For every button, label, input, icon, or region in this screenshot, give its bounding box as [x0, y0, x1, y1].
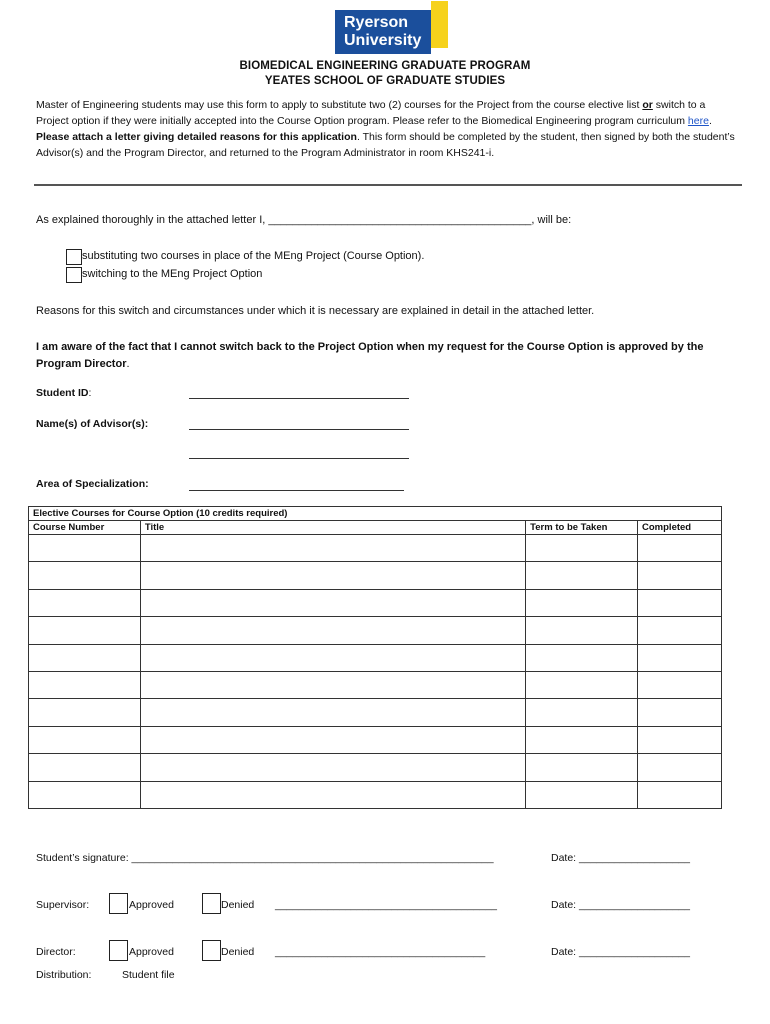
- director-label: Director:: [36, 946, 76, 958]
- cell-course-number[interactable]: [29, 562, 141, 589]
- student-id-colon: :: [88, 387, 92, 399]
- cell-title[interactable]: [140, 754, 525, 781]
- cell-title[interactable]: [140, 589, 525, 616]
- awareness-statement: [36, 339, 741, 373]
- logo-line-1: Ryerson: [344, 14, 409, 31]
- cell-term[interactable]: [526, 671, 638, 698]
- cell-title[interactable]: [140, 781, 525, 808]
- intro-text-1: Master of Engineering students may use this form to apply to substitute two (2) courses for the Project from the course elective list: [36, 99, 640, 111]
- student-id-field[interactable]: [189, 398, 409, 399]
- intro-paragraph: [36, 97, 736, 161]
- specialization-field[interactable]: [189, 490, 404, 491]
- cell-course-number[interactable]: [29, 699, 141, 726]
- table-row: [29, 535, 722, 562]
- cell-term[interactable]: [526, 781, 638, 808]
- awareness-text: I am aware of the fact that I cannot switch back to the Project Option when my request for the Course Option is approved by the Program Director: [36, 341, 704, 370]
- project-option-label: switching to the MEng Project Option: [82, 268, 263, 280]
- col-course-number: Course Number: [29, 521, 141, 535]
- advisors-label: Name(s) of Advisor(s):: [36, 418, 149, 430]
- supervisor-date-field[interactable]: Date: ___________________: [551, 899, 690, 911]
- col-title: Title: [140, 521, 525, 535]
- cell-completed[interactable]: [638, 699, 722, 726]
- cell-completed[interactable]: [638, 781, 722, 808]
- director-denied-checkbox[interactable]: [202, 940, 221, 961]
- distribution-label: Distribution:: [36, 969, 92, 981]
- cell-completed[interactable]: [638, 671, 722, 698]
- elective-courses-table: [28, 506, 722, 809]
- col-completed: Completed: [638, 521, 722, 535]
- table-row: [29, 754, 722, 781]
- cell-completed[interactable]: [638, 589, 722, 616]
- specialization-label: Area of Specialization:: [36, 478, 149, 490]
- supervisor-denied-checkbox[interactable]: [202, 893, 221, 914]
- project-option-checkbox[interactable]: [66, 267, 82, 283]
- table-row: [29, 644, 722, 671]
- cell-title[interactable]: [140, 644, 525, 671]
- cell-term[interactable]: [526, 644, 638, 671]
- course-option-label: substituting two courses in place of the MEng Project (Course Option).: [82, 250, 425, 262]
- intro-bold: Please attach a letter giving detailed reasons for this application: [36, 131, 357, 143]
- table-header-row: [29, 521, 722, 535]
- intro-or: or: [642, 99, 653, 111]
- cell-title[interactable]: [140, 699, 525, 726]
- student-id-text: Student ID: [36, 387, 89, 399]
- intro-text-4: . This form should be completed by the student, then signed by both the student’s Advisor(s) and the Program Director, and returned to the Program Administrator in room KHS241-i.: [36, 131, 735, 159]
- distribution-value: Student file: [122, 969, 175, 981]
- director-approved-checkbox[interactable]: [109, 940, 128, 961]
- table-row: [29, 589, 722, 616]
- student-date-field[interactable]: Date: ___________________: [551, 852, 690, 864]
- cell-term[interactable]: [526, 754, 638, 781]
- intro-text-3: .: [708, 115, 712, 127]
- cell-completed[interactable]: [638, 535, 722, 562]
- supervisor-approved-checkbox[interactable]: [109, 893, 128, 914]
- supervisor-approved-label: Approved: [129, 899, 174, 911]
- director-denied-label: Denied: [221, 946, 255, 958]
- student-signature-field[interactable]: Student’s signature: ______________________________________________________________: [36, 852, 494, 864]
- supervisor-label: Supervisor:: [36, 899, 90, 911]
- student-id-label: [36, 387, 91, 399]
- statement-text[interactable]: As explained thoroughly in the attached letter I, ___________________________________________, will be:: [36, 214, 572, 226]
- col-term: Term to be Taken: [526, 521, 638, 535]
- advisor-field-1[interactable]: [189, 429, 409, 430]
- cell-course-number[interactable]: [29, 644, 141, 671]
- course-option-checkbox[interactable]: [66, 249, 82, 265]
- cell-title[interactable]: [140, 671, 525, 698]
- cell-title[interactable]: [140, 562, 525, 589]
- divider: [34, 184, 742, 186]
- cell-completed[interactable]: [638, 754, 722, 781]
- director-approved-label: Approved: [129, 946, 174, 958]
- cell-completed[interactable]: [638, 617, 722, 644]
- logo-accent-bar: [431, 1, 448, 48]
- cell-term[interactable]: [526, 726, 638, 753]
- program-title: BIOMEDICAL ENGINEERING GRADUATE PROGRAM: [239, 60, 531, 72]
- cell-term[interactable]: [526, 562, 638, 589]
- cell-title[interactable]: [140, 726, 525, 753]
- cell-title[interactable]: [140, 617, 525, 644]
- table-caption: Elective Courses for Course Option (10 credits required): [29, 507, 722, 521]
- supervisor-signature-field[interactable]: ______________________________________: [275, 899, 497, 911]
- table-row: [29, 699, 722, 726]
- table-row: [29, 781, 722, 808]
- cell-term[interactable]: [526, 535, 638, 562]
- intro-text-2: switch to a Project option if they were initially accepted into the Course Option program. Please refer to the Biomedical Engineering program curriculum: [36, 99, 706, 127]
- table-row: [29, 562, 722, 589]
- cell-course-number[interactable]: [29, 671, 141, 698]
- table-caption-row: [29, 507, 722, 521]
- curriculum-link[interactable]: here: [687, 115, 709, 127]
- school-title: YEATES SCHOOL OF GRADUATE STUDIES: [264, 75, 506, 87]
- table-row: [29, 671, 722, 698]
- logo-line-2: University: [344, 32, 422, 49]
- advisor-field-2[interactable]: [189, 458, 409, 459]
- table-row: [29, 726, 722, 753]
- cell-title[interactable]: [140, 535, 525, 562]
- awareness-period: .: [126, 358, 130, 370]
- cell-term[interactable]: [526, 617, 638, 644]
- cell-course-number[interactable]: [29, 754, 141, 781]
- cell-term[interactable]: [526, 589, 638, 616]
- director-date-field[interactable]: Date: ___________________: [551, 946, 690, 958]
- cell-course-number[interactable]: [29, 617, 141, 644]
- director-signature-field[interactable]: ____________________________________: [275, 946, 486, 958]
- cell-course-number[interactable]: [29, 726, 141, 753]
- reasons-text: Reasons for this switch and circumstances under which it is necessary are explained in detail in the attached letter.: [36, 305, 595, 317]
- cell-completed[interactable]: [638, 726, 722, 753]
- cell-course-number[interactable]: [29, 781, 141, 808]
- cell-completed[interactable]: [638, 644, 722, 671]
- university-logo: [335, 10, 431, 54]
- cell-completed[interactable]: [638, 562, 722, 589]
- supervisor-denied-label: Denied: [221, 899, 255, 911]
- cell-course-number[interactable]: [29, 535, 141, 562]
- table-row: [29, 617, 722, 644]
- cell-course-number[interactable]: [29, 589, 141, 616]
- cell-term[interactable]: [526, 699, 638, 726]
